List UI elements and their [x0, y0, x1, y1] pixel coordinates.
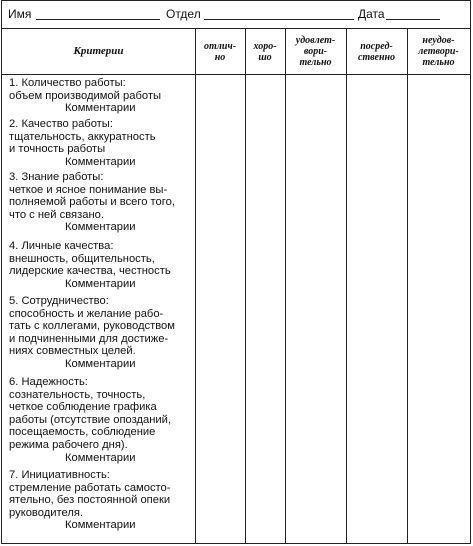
good-column-header: хоро- шо [253, 40, 277, 63]
criterion-title: 6. Надежность: [9, 376, 88, 388]
criterion-text: стремление работать самосто- [9, 481, 171, 494]
header-row-divider [2, 74, 470, 75]
criterion-text: режима рабочего дня). [9, 438, 128, 451]
criterion-text: руководителя. [9, 506, 84, 519]
criterion-comment: Комментарии [65, 102, 136, 115]
criterion-comment: Комментарии [65, 221, 136, 234]
criterion-title: 7. Инициативность: [9, 469, 110, 481]
evaluation-form [1, 0, 471, 544]
criterion-text: внешность, общительность, [9, 252, 155, 265]
criterion-text: четкое и ясное понимание вы- [9, 183, 168, 196]
criterion-text: четкое соблюдение графика [9, 401, 157, 414]
criterion-comment: Комментарии [65, 519, 136, 532]
criterion-text: лидерские качества, честность [9, 265, 171, 278]
criterion-title: 3. Знание работы: [9, 171, 104, 183]
column-divider [285, 29, 286, 543]
criterion-text: и подчиненными для достиже- [9, 332, 169, 345]
criterion-comment: Комментарии [65, 277, 136, 290]
criterion-text: способность и желание рабо- [9, 307, 164, 320]
criteria-column-header: Критерии [73, 45, 124, 57]
date-field[interactable] [386, 19, 440, 20]
excellent-column-header: отлич- но [203, 40, 237, 63]
name-field[interactable] [36, 19, 160, 20]
criterion-quality [9, 118, 197, 168]
dept-label: Отдел [166, 7, 201, 21]
criterion-cooperation [9, 295, 197, 371]
column-divider [346, 29, 347, 543]
criterion-comment: Комментарии [65, 451, 136, 464]
dept-field[interactable] [204, 19, 354, 20]
criterion-knowledge [9, 171, 197, 234]
criterion-text: и точность работы [9, 143, 106, 156]
criterion-title: 5. Сотрудничество: [9, 295, 109, 307]
criterion-quantity [9, 77, 197, 115]
criterion-text: ятельно, без постоянной опеки [9, 494, 171, 507]
criterion-title: 2. Качество работы: [9, 118, 113, 130]
criterion-title: 4. Личные качества: [9, 240, 114, 252]
criterion-text: полняемой работы и всего того, [9, 196, 175, 209]
date-label: Дата [358, 7, 385, 21]
criterion-text: работы (отсутствие опозданий, [9, 413, 172, 426]
criterion-comment: Комментарии [65, 155, 136, 168]
column-divider [407, 29, 408, 543]
mediocre-column-header: посред- ственно [357, 40, 396, 63]
criterion-initiative [9, 469, 197, 532]
form-header [2, 1, 470, 29]
satisfactory-column-header: удовлет- вори- тельно [295, 35, 336, 68]
criterion-text: сознательность, точность, [9, 388, 146, 401]
criterion-text: объем производимой работы [9, 89, 161, 102]
criterion-text: ниях совместных целей. [9, 345, 136, 358]
criterion-text: тщательность, аккуратность [9, 130, 156, 143]
criterion-comment: Комментарии [65, 357, 136, 370]
criterion-text: что с ней связано. [9, 208, 104, 221]
unsatisfactory-column-header: неудов- летвори- тельно [418, 35, 459, 68]
criterion-reliability [9, 376, 197, 464]
criterion-text: тать с коллегами, руководством [9, 320, 175, 333]
criterion-personal [9, 240, 197, 290]
criterion-title: 1. Количество работы: [9, 77, 126, 89]
column-divider [245, 29, 246, 543]
name-label: Имя [8, 7, 32, 21]
criterion-text: посещаемость, соблюдение [9, 426, 156, 439]
